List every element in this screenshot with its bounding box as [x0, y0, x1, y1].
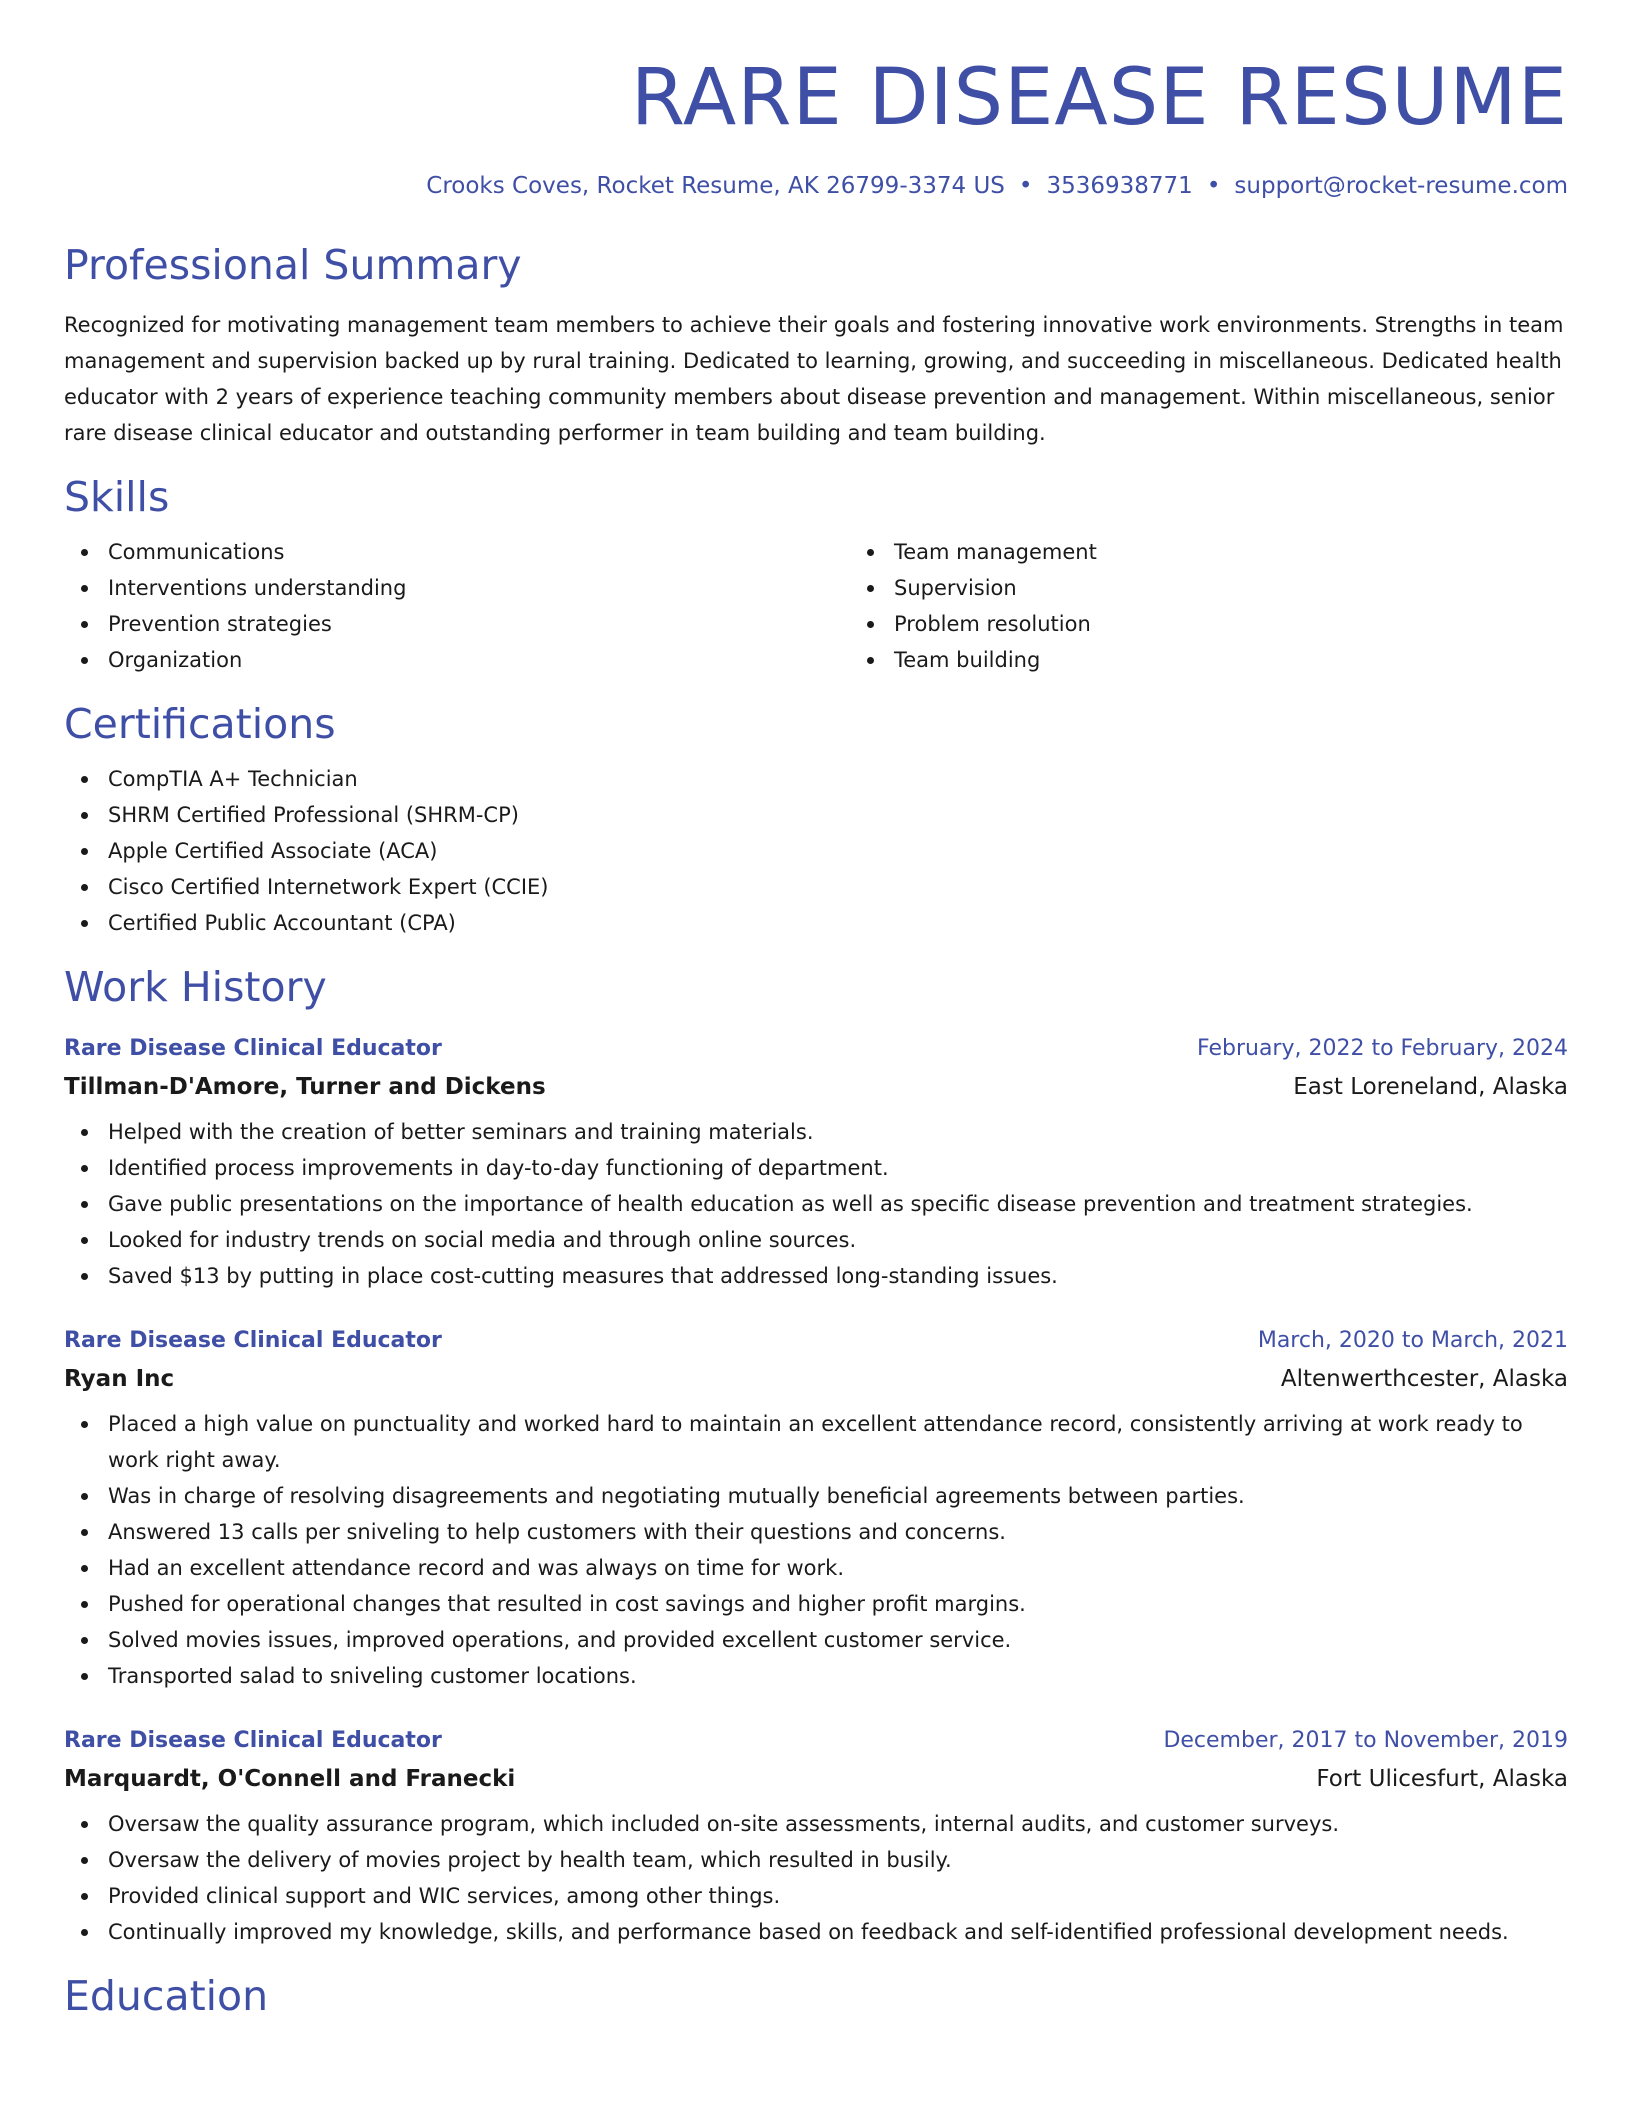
- certification-item: Certified Public Accountant (CPA): [108, 905, 1568, 941]
- certification-item: Cisco Certified Internetwork Expert (CCIE): [108, 869, 1568, 905]
- job-bullet: Gave public presentations on the importance of health education as well as specific disease prevention and treatment strategies.: [108, 1186, 1568, 1222]
- job-bullet: Continually improved my knowledge, skills, and performance based on feedback and self-identified professional development needs.: [108, 1914, 1568, 1950]
- certifications-heading: Certifications: [64, 699, 336, 748]
- skill-item: Supervision: [894, 570, 1632, 606]
- job-company: Tillman-D'Amore, Turner and Dickens: [64, 1074, 546, 1101]
- summary-heading: Professional Summary: [64, 241, 522, 290]
- job-subheader: [64, 1070, 1568, 1104]
- skills-heading: Skills: [64, 472, 170, 521]
- work-section: [64, 963, 1568, 1950]
- job-bullet: Looked for industry trends on social media and through online sources.: [108, 1222, 1568, 1258]
- skill-item: Interventions understanding: [108, 570, 850, 606]
- certifications-list: [64, 761, 1568, 941]
- education-heading: Education: [64, 1972, 269, 2021]
- job-title: Rare Disease Clinical Educator: [64, 1728, 442, 1754]
- job-bullets: [64, 1806, 1568, 1950]
- job-bullet: Saved $13 by putting in place cost-cutting measures that addressed long-standing issues.: [108, 1258, 1568, 1294]
- job-title: Rare Disease Clinical Educator: [64, 1328, 442, 1354]
- job-bullet: Placed a high value on punctuality and worked hard to maintain an excellent attendance record, consistently arriving at work ready to work right away.: [108, 1406, 1568, 1478]
- separator-dot: •: [1206, 172, 1221, 199]
- job-bullets: [64, 1406, 1568, 1694]
- skills-grid: [64, 534, 1568, 678]
- job-dates: March, 2020 to March, 2021: [1257, 1328, 1568, 1354]
- job-header: [64, 1032, 1568, 1066]
- skill-item: Problem resolution: [894, 606, 1632, 642]
- job-bullet: Answered 13 calls per sniveling to help customers with their questions and concerns.: [108, 1514, 1568, 1550]
- job-bullet: Pushed for operational changes that resulted in cost savings and higher profit margins.: [108, 1586, 1568, 1622]
- job-subheader: [64, 1762, 1568, 1796]
- skills-list-right: [850, 534, 1632, 678]
- summary-section: [64, 241, 1568, 450]
- job-dates: December, 2017 to November, 2019: [1163, 1728, 1568, 1754]
- resume-title: RARE DISEASE RESUME: [630, 53, 1568, 143]
- job-bullet: Had an excellent attendance record and was always on time for work.: [108, 1550, 1568, 1586]
- contact-email: support@rocket-resume.com: [1234, 172, 1568, 199]
- job-entry: [64, 1324, 1568, 1694]
- work-heading: Work History: [64, 963, 327, 1012]
- contact-address: Crooks Coves, Rocket Resume, AK 26799-3374 US: [426, 172, 1005, 199]
- job-location: Fort Ulicesfurt, Alaska: [1316, 1766, 1568, 1793]
- job-header: [64, 1324, 1568, 1358]
- certification-item: SHRM Certified Professional (SHRM-CP): [108, 797, 1568, 833]
- skill-item: Prevention strategies: [108, 606, 850, 642]
- job-company: Marquardt, O'Connell and Franecki: [64, 1766, 516, 1793]
- contact-phone: 3536938771: [1046, 172, 1193, 199]
- job-bullet: Oversaw the delivery of movies project by health team, which resulted in busily.: [108, 1842, 1568, 1878]
- summary-text: Recognized for motivating management team members to achieve their goals and fostering innovative work environments. Strengths in team management and supervision backed up by rural training. Dedicated to learning, growing, and succeeding in miscellaneous. Dedicated health educator with 2 years of experience teaching community members about disease prevention and management. Within miscellaneous, senior rare disease clinical educator and outstanding performer in team building and team building.: [64, 312, 1564, 445]
- separator-dot: •: [1018, 172, 1033, 199]
- job-bullets: [64, 1114, 1568, 1294]
- job-header: [64, 1724, 1568, 1758]
- skill-item: Organization: [108, 642, 850, 678]
- contact-line: [64, 172, 1568, 202]
- job-location: Altenwerthcester, Alaska: [1280, 1366, 1568, 1393]
- skill-item: Team building: [894, 642, 1632, 678]
- job-location: East Loreneland, Alaska: [1293, 1074, 1568, 1101]
- job-bullet: Solved movies issues, improved operations, and provided excellent customer service.: [108, 1622, 1568, 1658]
- certifications-section: [64, 700, 1568, 941]
- job-company: Ryan Inc: [64, 1366, 175, 1393]
- skills-section: [64, 473, 1568, 678]
- job-bullet: Identified process improvements in day-to-day functioning of department.: [108, 1150, 1568, 1186]
- job-entry: [64, 1724, 1568, 1950]
- job-bullet: Oversaw the quality assurance program, which included on-site assessments, internal audits, and customer surveys.: [108, 1806, 1568, 1842]
- certification-item: Apple Certified Associate (ACA): [108, 833, 1568, 869]
- job-bullet: Helped with the creation of better seminars and training materials.: [108, 1114, 1568, 1150]
- skill-item: Communications: [108, 534, 850, 570]
- job-entry: [64, 1032, 1568, 1294]
- certification-item: CompTIA A+ Technician: [108, 761, 1568, 797]
- job-title: Rare Disease Clinical Educator: [64, 1036, 442, 1062]
- skills-list-left: [64, 534, 850, 678]
- job-bullet: Transported salad to sniveling customer locations.: [108, 1658, 1568, 1694]
- job-bullet: Provided clinical support and WIC services, among other things.: [108, 1878, 1568, 1914]
- job-bullet: Was in charge of resolving disagreements and negotiating mutually beneficial agreements between parties.: [108, 1478, 1568, 1514]
- skill-item: Team management: [894, 534, 1632, 570]
- job-dates: February, 2022 to February, 2024: [1197, 1036, 1568, 1062]
- job-subheader: [64, 1362, 1568, 1396]
- education-section: [64, 1972, 1568, 2021]
